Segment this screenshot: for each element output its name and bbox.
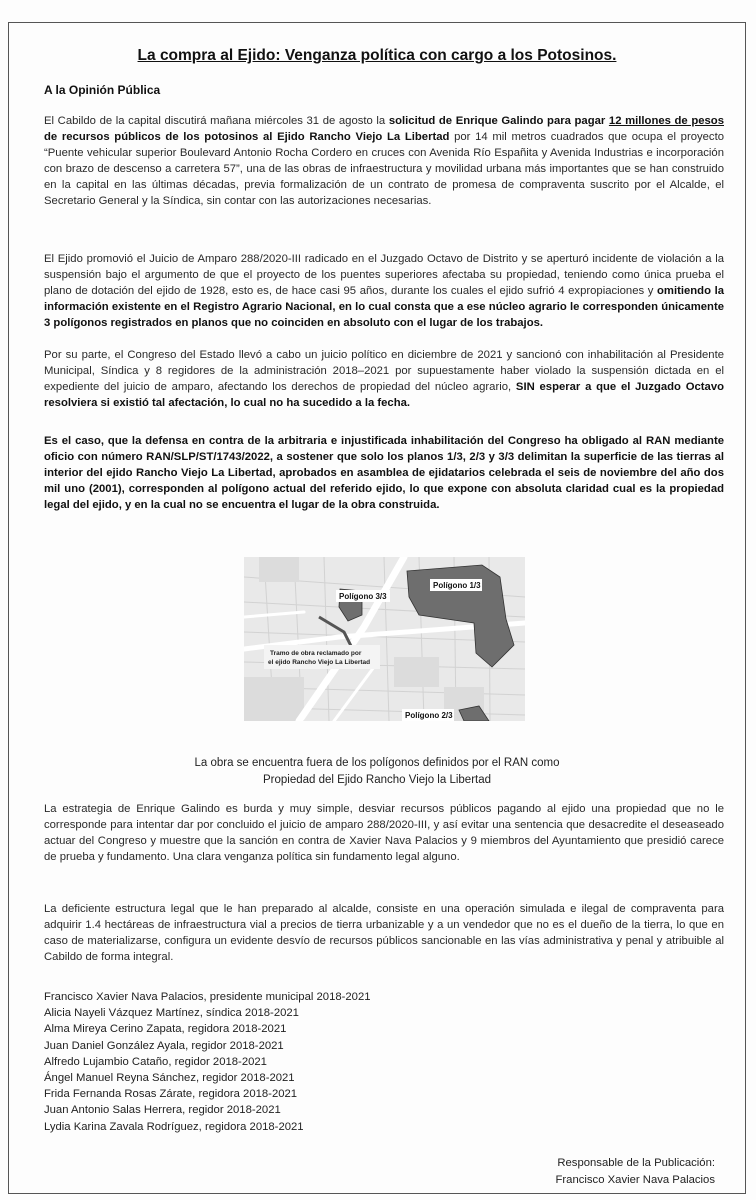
greeting: A la Opinión Pública [44,83,161,97]
ejido-map [244,557,525,721]
p2-bold-1: omitiendo la información existente en el Registro Agrario Nacional, en lo cual consta que a ese núcleo agrario le corresponden únicamente 3 polígonos registrados en planos que no coinciden en absoluto con el lugar de los trabajos. [44,285,724,329]
p3-text-1: Por su parte, el Congreso del Estado llevó a cabo un juicio político en diciembre de 2021 y sancionó con inhabilitación al Presidente Municipal, Síndica y 8 regidores de la administración 2018–2021 por supuestamente haber violado la suspensión dictada en el expediente del juicio de amparo, afectando los derechos de propiedad del núcleo agrario, [44,349,724,393]
responsible-label: Responsable de la Publicación: [557,1157,715,1169]
polygon-3-3-label: Polígono 3/3 [339,592,387,601]
map-note-line-1: Tramo de obra reclamado por [270,650,362,657]
p1-text-1: El Cabildo de la capital discutirá mañana miércoles 31 de agosto la [44,115,389,127]
signers-list [44,989,371,1135]
p2-text-1: El Ejido promovió el Juicio de Amparo 288/2020-III radicado en el Juzgado Octavo de Distrito y se aperturó incidente de violación a la suspensión bajo el argumento de que el proyecto de los puentes superiores afectaba su propiedad, teniendo como única prueba el plano de dotación del ejido de 1928, esto es, de hace casi 95 años, durante los cuales el ejido sufrió 4 expropiaciones y [44,253,724,297]
paragraph-4 [44,433,724,513]
paragraph-2 [44,251,724,331]
map-note-line-2: el ejido Rancho Viejo La Libertad [268,659,371,666]
polygon-2-3-label: Polígono 2/3 [405,711,453,720]
caption-line-2: Propiedad del Ejido Rancho Viejo la Libertad [262,774,492,786]
signer: Juan Daniel González Ayala, regidor 2018-2021 [44,1039,284,1052]
responsible-block [556,1155,715,1189]
p1-amount: 12 millones de pesos [608,115,724,127]
signer: Lydia Karina Zavala Rodríguez, regidora 2018-2021 [44,1120,304,1133]
paragraph-5: La estrategia de Enrique Galindo es burda y muy simple, desviar recursos públicos pagando al ejido una propiedad que no le corresponde para intentar dar por concluido el juicio de amparo 288/2020-III, y así evitar una sentencia que desacredite el deseaseado actuar del Congreso y muestre que la sanción en contra de Xavier Nava Palacios y 9 miembros del Ayuntamiento que presidió carece de prueba y fundamento. Una clara venganza política sin fundamento legal alguno. [44,803,724,863]
signer: Alma Mireya Cerino Zapata, regidora 2018-2021 [44,1023,287,1036]
map-svg [244,557,525,721]
paragraph-6: La deficiente estructura legal que le han preparado al alcalde, consiste en una operación simulada e ilegal de compraventa para adquirir 1.4 hectáreas de infraestructura vial a precios de tierra urbanizable y a un vendedor que no es el dueño de la tierra, lo que en caso de materializarse, configura un evidente desvío de recursos públicos sancionable en las vías administrativa y penal y atribuible al Cabildo de forma integral. [44,903,724,963]
signer: Alfredo Lujambio Cataño, regidor 2018-2021 [44,1055,267,1068]
p1-text-2: por 14 mil metros cuadrados que ocupa el proyecto “Puente vehicular superior Boulevard Antonio Rocha Cordero en cruces con Avenida Río Españita y Avenida Industrias e incorporación con brazo de descenso a carretera 57”, una de las obras de infraestructura y movilidad urbana más importantes que se han construido en la capital en las últimas décadas, previa formalización de un contrato de promesa de compraventa suscrito por el Alcalde, el Secretario General y la Síndica, sin contar con las autorizaciones necesarias. [44,131,724,207]
paragraph-1 [44,113,724,209]
p3-bold-1: SIN esperar a que el Juzgado Octavo resolviera si existió tal afectación, lo cual no ha sucedido a la fecha. [44,381,724,409]
p4-bold: Es el caso, que la defensa en contra de la arbitraria e injustificada inhabilitación del Congreso ha obligado al RAN mediante oficio con número RAN/SLP/ST/1743/2022, a sostener que solo los planos 1/3, 2/3 y 3/3 delimitan la superficie de las tierras al interior del ejido Rancho Viejo La Libertad, aprobados en asamblea de ejidatarios celebrada el seis de noviembre del año dos mil uno (2001), corresponden al polígono actual del referido ejido, lo que expone con absoluta claridad cual es la propiedad legal del ejido, y en la cual no se encuentra el lugar de la obra construida. [44,435,724,511]
map-caption [9,755,745,789]
p1-bold-2: de recursos públicos de los potosinos al Ejido Rancho Viejo La Libertad [44,131,450,143]
polygon-1-3-label: Polígono 1/3 [433,581,481,590]
page-title: La compra al Ejido: Venganza política con cargo a los Potosinos. [137,47,617,64]
signer: Francisco Xavier Nava Palacios, presidente municipal 2018-2021 [44,991,371,1003]
signer: Juan Antonio Salas Herrera, regidor 2018-2021 [44,1104,281,1117]
responsible-name: Francisco Xavier Nava Palacios [555,1174,715,1186]
paragraph-3 [44,347,724,411]
p1-bold-1: solicitud de Enrique Galindo para pagar [388,115,609,127]
signer: Frida Fernanda Rosas Zárate, regidora 2018-2021 [44,1088,298,1101]
signer: Ángel Manuel Reyna Sánchez, regidor 2018-2021 [44,1072,295,1085]
caption-line-1: La obra se encuentra fuera de los polígonos definidos por el RAN como [194,757,560,769]
signer: Alicia Nayeli Vázquez Martínez, síndica 2018-2021 [44,1007,299,1020]
document-frame [8,22,746,1194]
